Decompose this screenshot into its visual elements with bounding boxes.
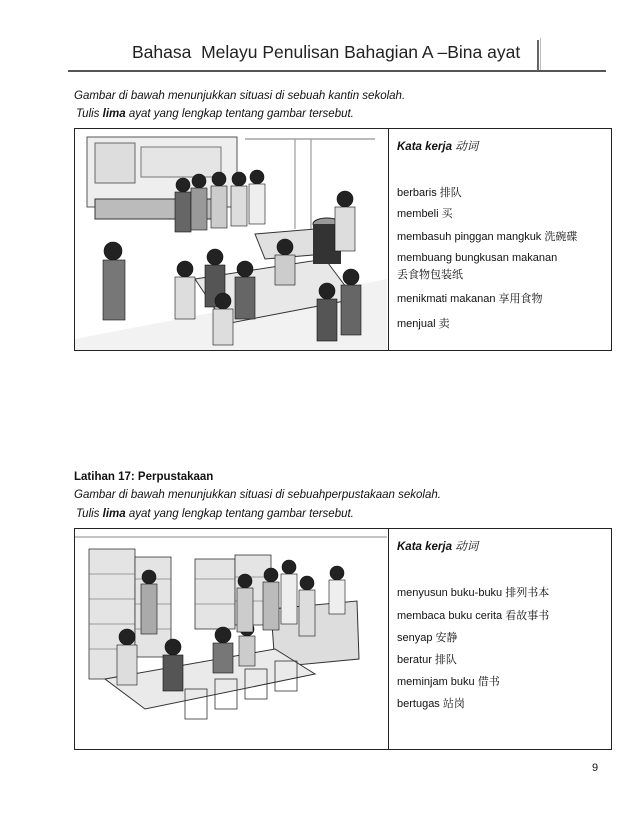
library-exercise-box [74, 528, 612, 750]
library-illustration [75, 529, 389, 749]
header-divider-shadow [540, 38, 541, 72]
verb-item: senyap 安静 [397, 632, 458, 644]
verb-item: bertugas 站岗 [397, 698, 465, 710]
verb-item: menyusun buku-buku 排列书本 [397, 587, 550, 599]
verb-item: berbaris 排队 [397, 187, 462, 199]
canteen-illustration [75, 129, 389, 350]
verb-item: menikmati makanan 享用食物 [397, 293, 543, 305]
kata-kerja-heading: Kata kerja 动词 [397, 141, 479, 153]
latihan-title: Latihan 17: Perpustakaan [74, 471, 214, 483]
verb-item: membuang bungkusan makanan [397, 252, 558, 264]
verb-item: 丢食物包装纸 [397, 269, 463, 281]
verb-item: membeli 买 [397, 208, 453, 220]
header-rule [68, 70, 606, 72]
canteen-verb-list [397, 129, 607, 330]
verb-item: membasuh pinggan mangkuk 洗碗碟 [397, 231, 578, 243]
section1-intro-line1: Gambar di bawah menunjukkan situasi di sebuah kantin sekolah. [74, 90, 406, 102]
verb-item: beratur 排队 [397, 654, 457, 666]
verb-item: meminjam buku 借书 [397, 676, 500, 688]
canteen-exercise-box [74, 128, 612, 351]
section2-intro-line2: Tulis lima ayat yang lengkap tentang gambar tersebut. [76, 508, 354, 520]
section1-intro-line2: Tulis lima ayat yang lengkap tentang gambar tersebut. [76, 108, 354, 120]
header-divider [537, 40, 539, 72]
page-header-title: Bahasa Melayu Penulisan Bahagian A –Bina ayat [132, 42, 521, 62]
verb-item: membaca buku cerita 看故事书 [397, 610, 550, 622]
section2-intro-line1: Gambar di bawah menunjukkan situasi di sebuahperpustakaan sekolah. [74, 489, 441, 501]
kata-kerja-heading: Kata kerja 动词 [397, 541, 479, 553]
page-number: 9 [592, 762, 599, 774]
library-verb-list [397, 529, 607, 710]
verb-item: menjual 卖 [397, 318, 450, 330]
